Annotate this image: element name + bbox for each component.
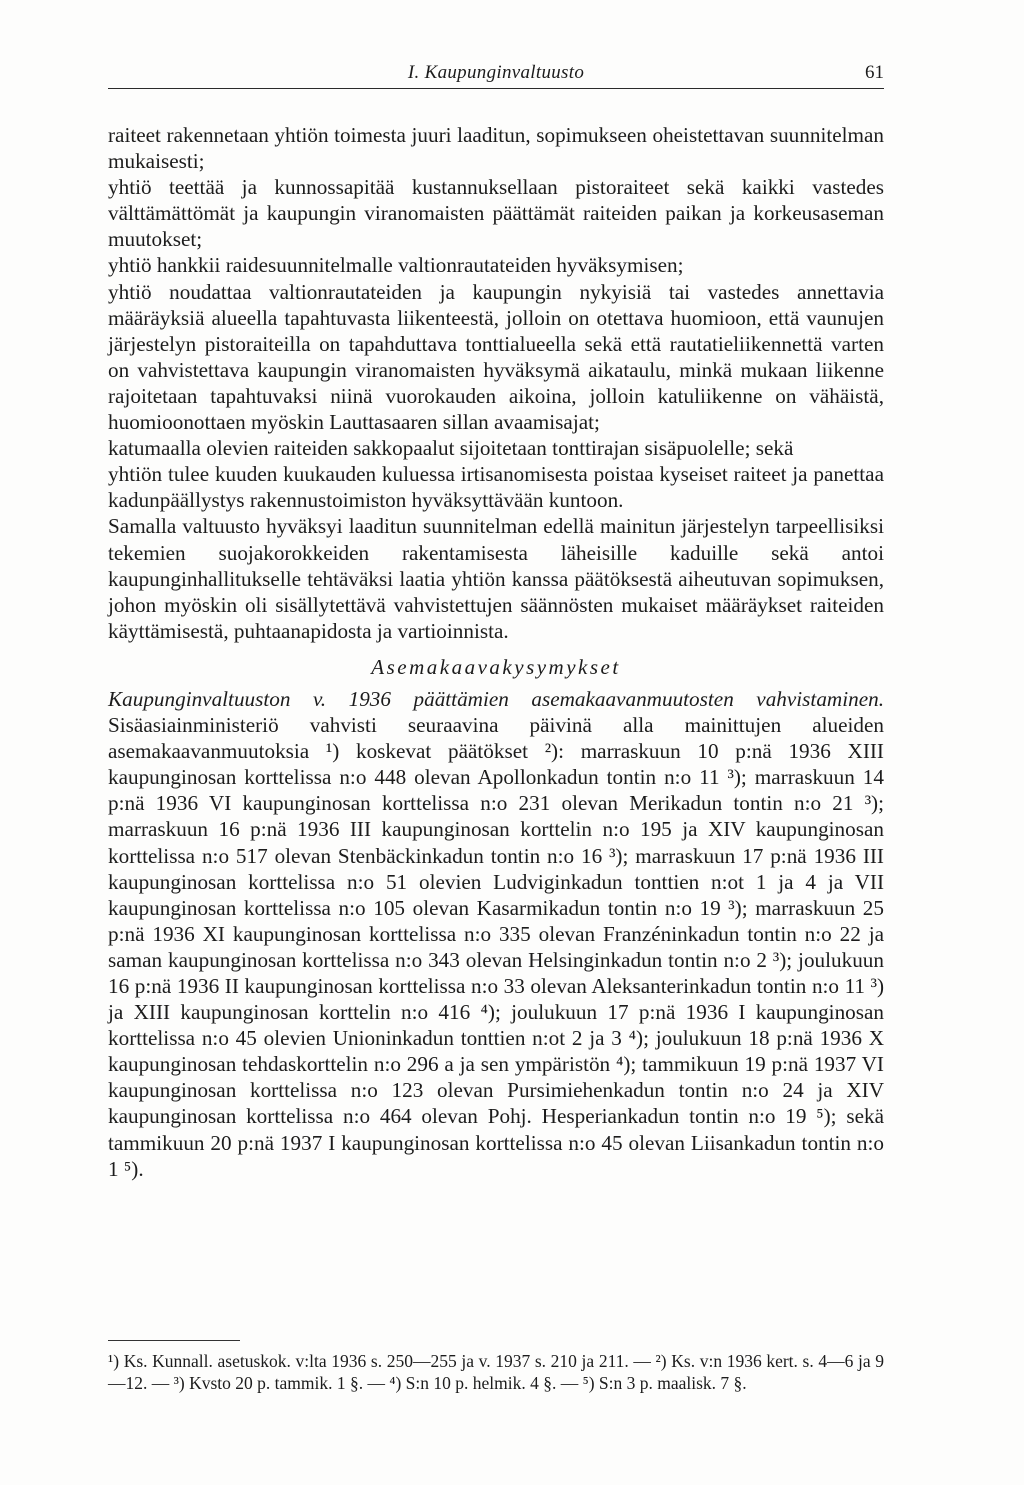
page-number: 61 — [865, 62, 884, 83]
paragraph: yhtiö teettää ja kunnossapitää kustannuksellaan pistoraiteet sekä kaikki vastedes välttämättömät ja kaupungin viranomaisten päättämät raiteiden paikan ja korkeusaseman muutokset; — [108, 175, 884, 252]
footnote-rule — [108, 1340, 240, 1341]
subsection-title: Kaupunginvaltuuston v. 1936 päättämien asemakaavanmuutosten vahvistaminen. — [108, 686, 884, 711]
main-text — [108, 122, 884, 1182]
paragraph: yhtiö hankkii raidesuunnitelmalle valtionrautateiden hyväksymisen; — [108, 253, 684, 278]
subsection-paragraph — [108, 686, 884, 1182]
running-header — [108, 60, 884, 89]
paragraph: raiteet rakennetaan yhtiön toimesta juuri laaditun, sopimukseen oheistettavan suunnitelman mukaisesti; — [108, 123, 884, 174]
paragraph: katumaalla olevien raiteiden sakkopaalut sijoitetaan tonttirajan sisäpuolelle; sekä — [108, 436, 794, 461]
subsection-body: Sisäasiainministeriö vahvisti seuraavina päivinä alla mainittujen alueiden asemakaavanmuutoksia ¹) koskevat päätökset ²): marraskuun 10 p:nä 1936 XIII kaupunginosan korttelissa n:o 448 olevan Apollonkadun tontin n:o 11 ³); marraskuun 14 p:nä 1936 VI kaupunginosan korttelissa n:o 231 olevan Merikadun tontin n:o 21 ³); marraskuun 16 p:nä 1936 III kaupunginosan korttelin n:o 195 ja XIV kaupunginosan korttelissa n:o 517 olevan Stenbäckinkadun tontin n:o 16 ³); marraskuun 17 p:nä 1936 III kaupunginosan korttelissa n:o 51 olevien Ludviginkadun tonttien n:ot 1 ja 4 ja VII kaupunginosan korttelissa n:o 105 olevan Kasarmikadun tontin n:o 19 ³); marraskuun 25 p:nä 1936 XI kaupunginosan korttelissa n:o 335 olevan Franzéninkadun tontin n:o 22 ja saman kaupunginosan korttelissa n:o 343 olevan Helsinginkadun tontin n:o 2 ³); joulukuun 16 p:nä 1936 II kaupunginosan korttelissa n:o 33 olevan Aleksanterinkadun tontin n:o 11 ³) ja XIII kaupunginosan korttelin n:o 416 ⁴); joulukuun 17 p:nä 1936 I kaupunginosan korttelissa n:o 45 olevien Unioninkadun tonttien n:ot 2 ja 3 ⁴); joulukuun 18 p:nä 1936 X kaupunginosan tehdaskorttelin n:o 296 a ja sen ympäristön ⁴); tammikuun 19 p:nä 1937 VI kaupunginosan korttelissa n:o 123 olevan Pursimiehenkadun tontin n:o 24 ja XIV kaupunginosan korttelissa n:o 464 olevan Pohj. Hesperiankadun tontin n:o 19 ⁵); sekä tammikuun 20 p:nä 1937 I kaupunginosan korttelissa n:o 45 olevan Liisankadun tontin n:o 1 ⁵). — [108, 713, 884, 1181]
paragraph: yhtiö noudattaa valtionrautateiden ja kaupungin nykyisiä tai vastedes annettavia määräyksiä alueella tapahtuvasta liikenteestä, jolloin on otettava huomioon, että vaunujen järjestelyn pistoraiteilla on tapahduttava tonttialueella sekä että rautatieliikennettä varten on vahvistettava kaupungin viranomaisten hyväksymä aikataulu, minkä mukaan liikenne rajoitetaan tapahtuvaksi niinä vuorokauden aikoina, jolloin katuliikenne on vähäistä, huomioonottaen myöskin Lauttasaaren sillan avaamisajat; — [108, 279, 884, 435]
paragraph: Samalla valtuusto hyväksyi laaditun suunnitelman edellä mainitun järjestelyn tarpeellisiksi tekemien suojakorokkeiden rakentamisesta läheisille kaduille sekä antoi kaupunginhallitukselle tehtäväksi laatia yhtiön kanssa päätöksestä aiheutuvan sopimuksen, johon myöskin oli sisällytettävä vahvistettujen säännösten mukaiset määräykset raiteiden käyttämisestä, puhtaanapidosta ja vartioinnista. — [108, 514, 884, 643]
header-title: I. Kaupunginvaltuusto — [407, 62, 585, 83]
paragraph: yhtiön tulee kuuden kuukauden kuluessa irtisanomisesta poistaa kyseiset raiteet ja panettaa kadunpäällystys rakennustoimiston hyväksyttävään kuntoon. — [108, 462, 884, 513]
footnotes — [108, 1350, 884, 1394]
footnote-text: ¹) Ks. Kunnall. asetuskok. v:lta 1936 s. 250—255 ja v. 1937 s. 210 ja 211. — ²) Ks. v:n 1936 kert. s. 4—6 ja 9—12. — ³) Kvsto 20 p. tammik. 1 §. — ⁴) S:n 10 p. helmik. 4 §. — ⁵) S:n 3 p. maalisk. 7 §. — [108, 1351, 884, 1393]
section-heading: Asemakaavakysymykset — [371, 654, 621, 679]
